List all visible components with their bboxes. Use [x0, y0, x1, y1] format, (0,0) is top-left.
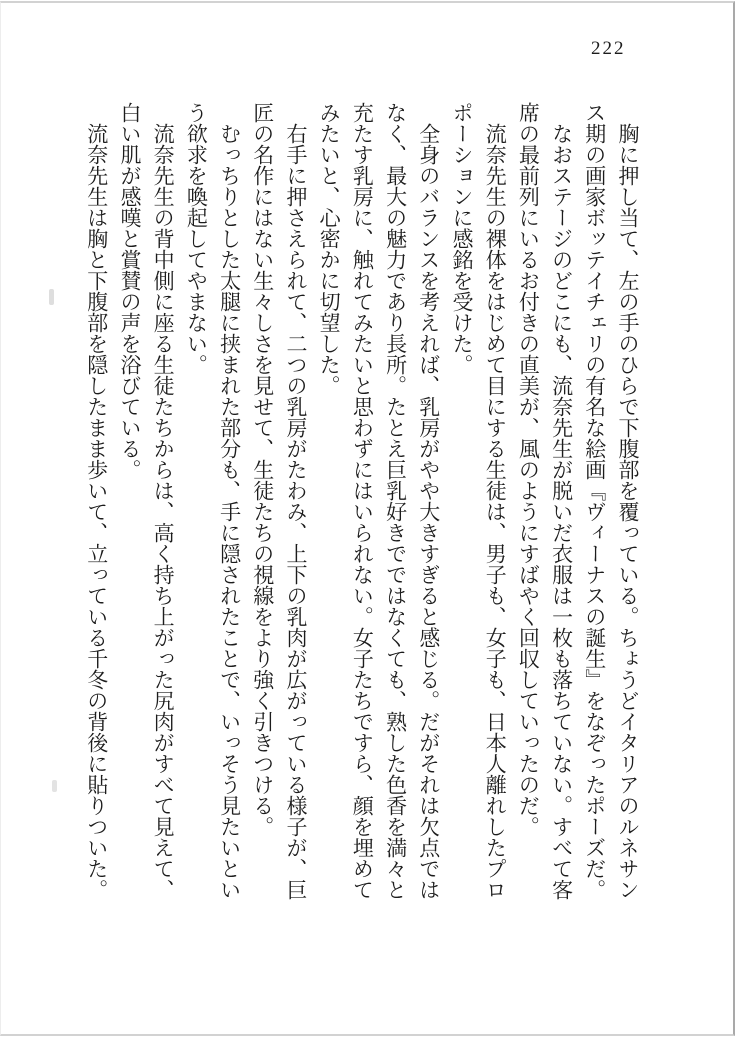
- vertical-text-block: [78, 102, 644, 903]
- paragraph: なおステージのどこにも、流奈先生が脱いだ衣服は一枚も落ちていない。すべて客席の最前列にいるお付きの直美が、風のようにすばやく回収していったのだ。: [516, 102, 574, 900]
- paragraph: 流奈先生の裸体をはじめて目にする生徒は、男子も、女子も、日本人離れしたプロポーションに感銘を受けた。: [449, 102, 508, 900]
- paragraph: 全身のバランスを考えれば、乳房がやや大きすぎると感じる。だがそれは欠点ではなく、最大の魅力であり長所。たとえ巨乳好きでではなくても、熟した色香を満々と充たす乳房に、触れてみたいと思わずにはいられない。女子たちですら、顔を埋めてみたいと、心密かに切望した。: [317, 102, 441, 900]
- scan-artifact: [49, 289, 54, 305]
- scan-artifact: [52, 780, 57, 792]
- paragraph: 右手に押さえられて、二つの乳房がたわみ、上下の乳肉が広がっている様子が、巨匠の名作にはない生々しさを見せて、生徒たちの視線をより強く引きつける。: [250, 102, 308, 900]
- paragraph: 胸に押し当て、左の手のひらで下腹部を覆っている。ちょうどイタリアのルネサンス期の画家ボッテイチェリの有名な絵画『ヴィーナスの誕生』をなぞったポーズだ。: [582, 102, 640, 900]
- paragraph: むっちりとした太腿に挟まれた部分も、手に隠されたことで、いっそう見たいという欲求を喚起してやまない。: [184, 102, 242, 900]
- page-number: 222: [591, 38, 626, 59]
- paragraph: 流奈先生の背中側に座る生徒たちからは、高く持ち上がった尻肉がすべて見えて、白い肌が感嘆と賞賛の声を浴びている。: [117, 102, 176, 900]
- paragraph: 流奈先生は胸と下腹部を隠したまま歩いて、立っている千冬の背後に貼りついた。: [84, 123, 109, 900]
